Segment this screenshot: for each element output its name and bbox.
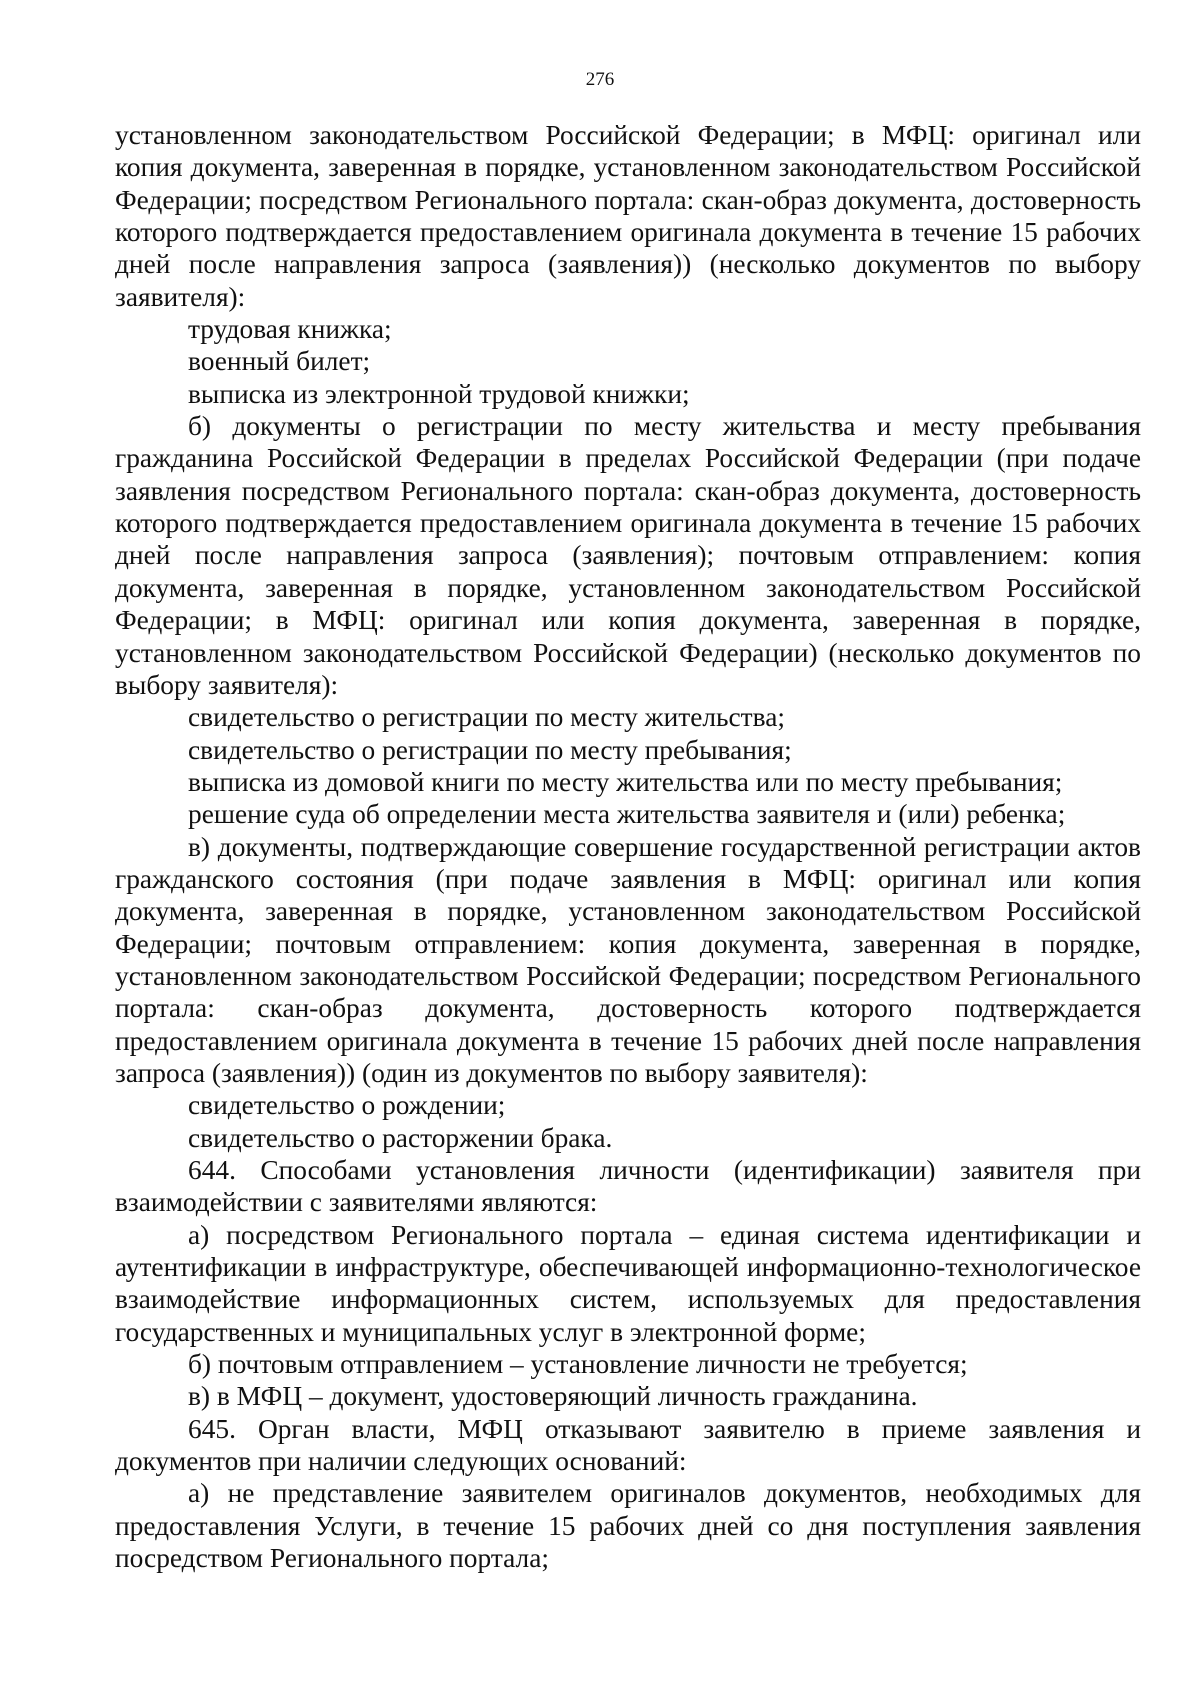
document-body xyxy=(115,119,1141,1574)
paragraph-644-b: б) почтовым отправлением – установление личности не требуется; xyxy=(188,1349,968,1380)
list-item-birth-certificate: свидетельство о рождении; xyxy=(188,1090,506,1121)
paragraph-644-a: а) посредством Регионального портала – единая система идентификации и аутентификации в инфраструктуре, обеспечивающей информационно-технологическое взаимодействие информационных систем, используемых для предоставления государственных и муниципальных услуг в электронной форме; xyxy=(115,1219,1141,1347)
list-item-house-book-extract: выписка из домовой книги по месту жительства или по месту пребывания; xyxy=(188,766,1063,797)
paragraph-645-a: а) не представление заявителем оригиналов документов, необходимых для предоставления Услуги, в течение 15 рабочих дней со дня поступления заявления посредством Регионального портала; xyxy=(115,1478,1141,1574)
paragraph-644-v: в) в МФЦ – документ, удостоверяющий личность гражданина. xyxy=(188,1381,918,1412)
page-number: 276 xyxy=(585,69,615,90)
list-item-residence-registration: свидетельство о регистрации по месту жительства; xyxy=(188,702,785,733)
paragraph-continuation: установленном законодательством Российской Федерации; в МФЦ: оригинал или копия документа, заверенная в порядке, установленном законодательством Российской Федерации; посредством Регионального портала: скан-образ документа, достоверность которого подтверждается предоставлением оригинала документа в течение 15 рабочих дней после направления запроса (заявления)) (несколько документов по выбору заявителя): xyxy=(115,120,1141,312)
list-item-military-id: военный билет; xyxy=(188,346,371,377)
paragraph-b-registration-documents: б) документы о регистрации по месту жительства и месту пребывания гражданина Российской Федерации в пределах Российской Федерации (при подаче заявления посредством Регионального портала: скан-образ документа, достоверность которого подтверждается предоставлением оригинала документа в течение 15 рабочих дней после направления запроса (заявления); почтовым отправлением: копия документа, заверенная в порядке, установленном законодательством Российской Федерации; в МФЦ: оригинал или копия документа, заверенная в порядке, установленном законодательством Российской Федерации) (несколько документов по выбору заявителя): xyxy=(115,411,1141,700)
list-item-work-book: трудовая книжка; xyxy=(188,314,392,345)
list-item-court-decision: решение суда об определении места жительства заявителя и (или) ребенка; xyxy=(188,799,1066,830)
list-item-electronic-work-book: выписка из электронной трудовой книжки; xyxy=(188,378,690,409)
list-item-stay-registration: свидетельство о регистрации по месту пребывания; xyxy=(188,734,792,765)
paragraph-644: 644. Способами установления личности (идентификации) заявителя при взаимодействии с заявителями являются: xyxy=(115,1155,1141,1218)
list-item-divorce-certificate: свидетельство о расторжении брака. xyxy=(188,1122,613,1153)
paragraph-645: 645. Орган власти, МФЦ отказывают заявителю в приеме заявления и документов при наличии следующих оснований: xyxy=(115,1413,1141,1477)
paragraph-v-civil-status-acts: в) документы, подтверждающие совершение государственной регистрации актов гражданского состояния (при подаче заявления в МФЦ: оригинал или копия документа, заверенная в порядке, установленном законодательством Российской Федерации; почтовым отправлением: копия документа, заверенная в порядке, установленном законодательством Российской Федерации; посредством Регионального портала: скан-образ документа, достоверность которого подтверждается предоставлением оригинала документа в течение 15 рабочих дней после направления запроса (заявления)) (один из документов по выбору заявителя): xyxy=(115,831,1141,1088)
